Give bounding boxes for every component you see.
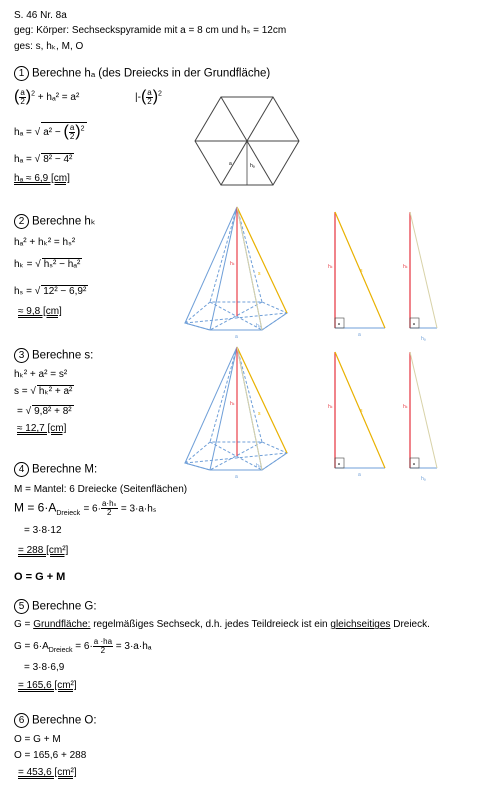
m-formula: $M = 6\cdot A_{Dreieck} = 6\cdot$ $\frac{\text{a·hₛ}}{2}$ = 3·a·hₛ — [14, 499, 157, 518]
label-hk: hₖ — [230, 401, 235, 407]
label-ha: hₐ — [421, 476, 426, 482]
hexagon-base-diagram — [195, 95, 300, 187]
o-substitution: O = 165,6 + 288 — [14, 750, 87, 761]
g-calculation: = 3·8·6,9 — [24, 662, 65, 673]
pyramid-diagram-2 — [180, 345, 292, 480]
label-hk: hₖ — [403, 264, 408, 270]
right-triangle-hs-ha-1 — [405, 210, 450, 340]
label-s: s — [258, 411, 261, 417]
step-number-badge: 1 — [14, 66, 29, 81]
right-triangle-hk-a-s-1 — [330, 210, 390, 340]
step6-result: = 453,6 [cm²] — [18, 767, 77, 778]
s-substitution: = √ 9,8² + 8² — [17, 406, 72, 417]
step2-result: ≈ 9,8 [cm] — [18, 306, 62, 317]
right-triangle-hk-a-s-2 — [330, 350, 390, 480]
label-hk: hₖ — [230, 261, 235, 267]
step-number-badge: 5 — [14, 599, 29, 614]
step5-result: = 165,6 [cm²] — [18, 680, 77, 691]
step1-equation: ( $\frac{a}{2}$ )$^2$ + hₐ² = a² — [14, 87, 80, 106]
step2-equation: hₐ² + hₖ² = hₛ² — [14, 237, 76, 248]
label-s: s — [360, 408, 363, 414]
exercise-reference: S. 46 Nr. 8a — [14, 10, 67, 21]
step5-description: G = Grundfläche: regelmäßiges Sechseck, d.h. jedes Teildreieck ist ein gleichseitiges Dreieck. — [14, 619, 430, 630]
step6-title: Berechne O: — [32, 714, 97, 727]
label-a: a — [229, 161, 232, 167]
step1-operation: |-( $\frac{a}{2}$ )$^2$ — [135, 87, 162, 106]
step6-heading — [14, 713, 97, 728]
sought-values: ges: s, hₖ, M, O — [14, 41, 84, 52]
label-a: a — [358, 472, 361, 478]
step1-heading — [14, 66, 270, 81]
step-number-badge: 6 — [14, 713, 29, 728]
step3-heading — [14, 348, 93, 363]
step3-title: Berechne s: — [32, 349, 94, 362]
label-s: s — [258, 271, 261, 277]
step5-heading — [14, 599, 97, 614]
step-number-badge: 3 — [14, 348, 29, 363]
hk-formula: hₖ = √ hₛ² − hₐ² — [14, 259, 81, 270]
step4-result: = 288 [cm²] — [18, 545, 69, 556]
right-triangle-hs-ha-2 — [405, 350, 450, 480]
step4-title: Berechne M: — [32, 463, 98, 476]
label-hk: hₖ — [328, 404, 333, 410]
step4-note: M = Mantel: 6 Dreiecke (Seitenflächen) — [14, 484, 188, 495]
total-surface-formula: O = G + M — [14, 571, 66, 583]
step-number-badge: 4 — [14, 462, 29, 477]
step-number-badge: 2 — [14, 214, 29, 229]
step1-title: Berechne hₐ (des Dreiecks in der Grundfläche) — [32, 67, 271, 80]
fraction: $\frac{a}{2}$ — [20, 87, 25, 106]
step2-title: Berechne hₖ — [32, 215, 96, 228]
step3-equation: hₖ² + a² = s² — [14, 369, 68, 380]
label-ha: hₐ — [421, 336, 426, 342]
label-ha: hₐ — [256, 323, 261, 329]
step3-result: ≈ 12,7 [cm] — [17, 423, 67, 434]
label-s: s — [360, 268, 363, 274]
label-hk: hₖ — [403, 404, 408, 410]
o-formula: O = G + M — [14, 734, 61, 745]
label-a: a — [358, 332, 361, 338]
step2-heading — [14, 214, 96, 229]
label-a: a — [235, 474, 238, 480]
pyramid-diagram-1 — [180, 205, 292, 340]
label-a: a — [235, 334, 238, 340]
hs-formula: hₛ = √ 12² − 6,9² — [14, 286, 87, 297]
m-calculation: = 3·8·12 — [24, 525, 62, 536]
ha-substitution: hₐ = √ 8² − 4² — [14, 154, 73, 165]
step4-heading — [14, 462, 97, 477]
g-formula: $G = 6\cdot A_{Dreieck} = 6\cdot$ $\frac{a \cdot ha}{2}$ = 3·a·hₐ — [14, 637, 152, 655]
label-ha: hₐ — [250, 163, 255, 169]
given-values: geg: Körper: Sechseckspyramide mit a = 8 cm und hₛ = 12cm — [14, 25, 287, 36]
ha-formula: hₐ = √ a² − ( $\frac{a}{2}$ )$^2$ — [14, 122, 85, 141]
label-hk: hₖ — [328, 264, 333, 270]
step1-result: hₐ ≈ 6,9 [cm] — [14, 173, 70, 184]
step5-title: Berechne G: — [32, 600, 97, 613]
label-ha: hₐ — [256, 463, 261, 469]
s-formula: s = √ hₖ² + a² — [14, 386, 73, 397]
